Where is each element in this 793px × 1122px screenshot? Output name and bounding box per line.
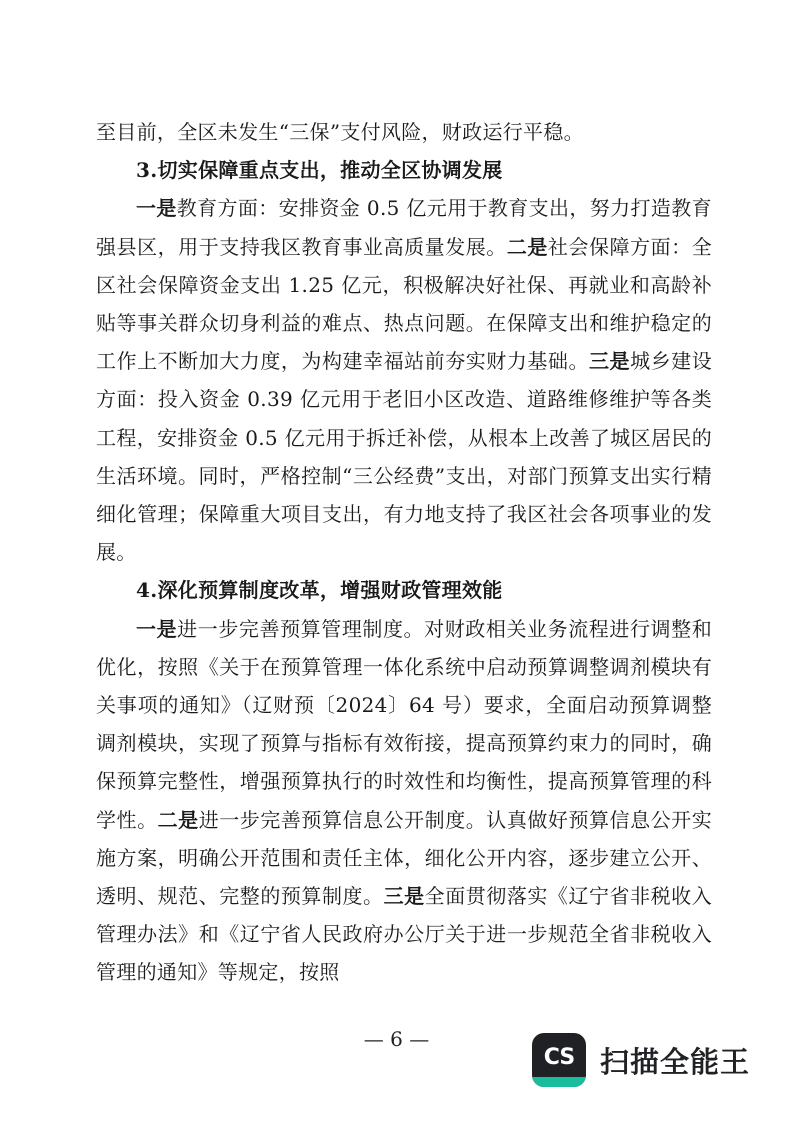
lead-marker: 一是: [136, 616, 178, 641]
body-text: [96, 113, 712, 992]
lead-marker: 一是: [136, 196, 177, 221]
paragraph-continuation: 至目前，全区未发生“三保”支付风险，财政运行平稳。: [96, 120, 584, 144]
section-heading-3: 3.切实保障重点支出，推动全区协调发展: [136, 158, 503, 183]
lead-marker: 二是: [506, 234, 548, 259]
page-number: — 6 —: [363, 1027, 430, 1051]
paragraph-text: 进一步完善预算管理制度。对财政相关业务流程进行调整和优化，按照《关于在预算管理一体化系统中启动预算调整调剂模块有关事项的通知》（辽财预〔2024〕64 号）要求，全面启动预算调整调剂模块，实现了预算与指标有效衔接，提高预算约束力的同时，确保预算完整性，增强预算执行的时效性和均衡性，提高预算管理的科学性。: [96, 616, 712, 832]
camscanner-watermark: [532, 1032, 750, 1088]
paragraph-text: 社会保障方面：全区社会保障资金支出 1.25 亿元，积极解决好社保、再就业和高龄补贴等事关群众切身利益的难点、热点问题。在保障支出和维护稳定的工作上不断加大力度，为构建幸福站前夯实财力基础。: [96, 234, 713, 374]
paragraph-section-4: [96, 610, 712, 992]
paragraph-text: 全面贯彻落实《辽宁省非税收入管理办法》和《辽宁省人民政府办公厅关于进一步规范全省非税收入管理的通知》等规定，按照: [96, 884, 713, 985]
section-heading-4: 4.深化预算制度改革，增强财政管理效能: [136, 578, 503, 603]
logo-accent-bar: [532, 1077, 586, 1087]
paragraph-text: 城乡建设方面：投入资金 0.39 亿元用于老旧小区改造、道路维修维护等各类工程，安排资金 0.5 亿元用于拆迁补偿，从根本上改善了城区居民的生活环境。同时，严格控制“三公经费”支出，对部门预算支出实行精细化管理；保障重大项目支出，有力地支持了我区社会各项事业的发展。: [96, 349, 713, 565]
paragraph-section-3: [96, 189, 712, 571]
logo-letters: CS: [543, 1044, 575, 1070]
paragraph-text: 进一步完善预算信息公开制度。认真做好预算信息公开实施方案，明确公开范围和责任主体，细化公开内容，逐步建立公开、透明、规范、完整的预算制度。: [96, 807, 712, 909]
lead-marker: 二是: [157, 807, 199, 832]
camscanner-logo-icon: [532, 1033, 586, 1087]
lead-marker: 三是: [588, 349, 631, 374]
brand-name: 扫描全能王: [600, 1044, 751, 1079]
lead-marker: 三是: [383, 884, 425, 909]
paragraph-text: 教育方面：安排资金 0.5 亿元用于教育支出，努力打造教育强县区，用于支持我区教育事业高质量发展。: [96, 196, 712, 259]
